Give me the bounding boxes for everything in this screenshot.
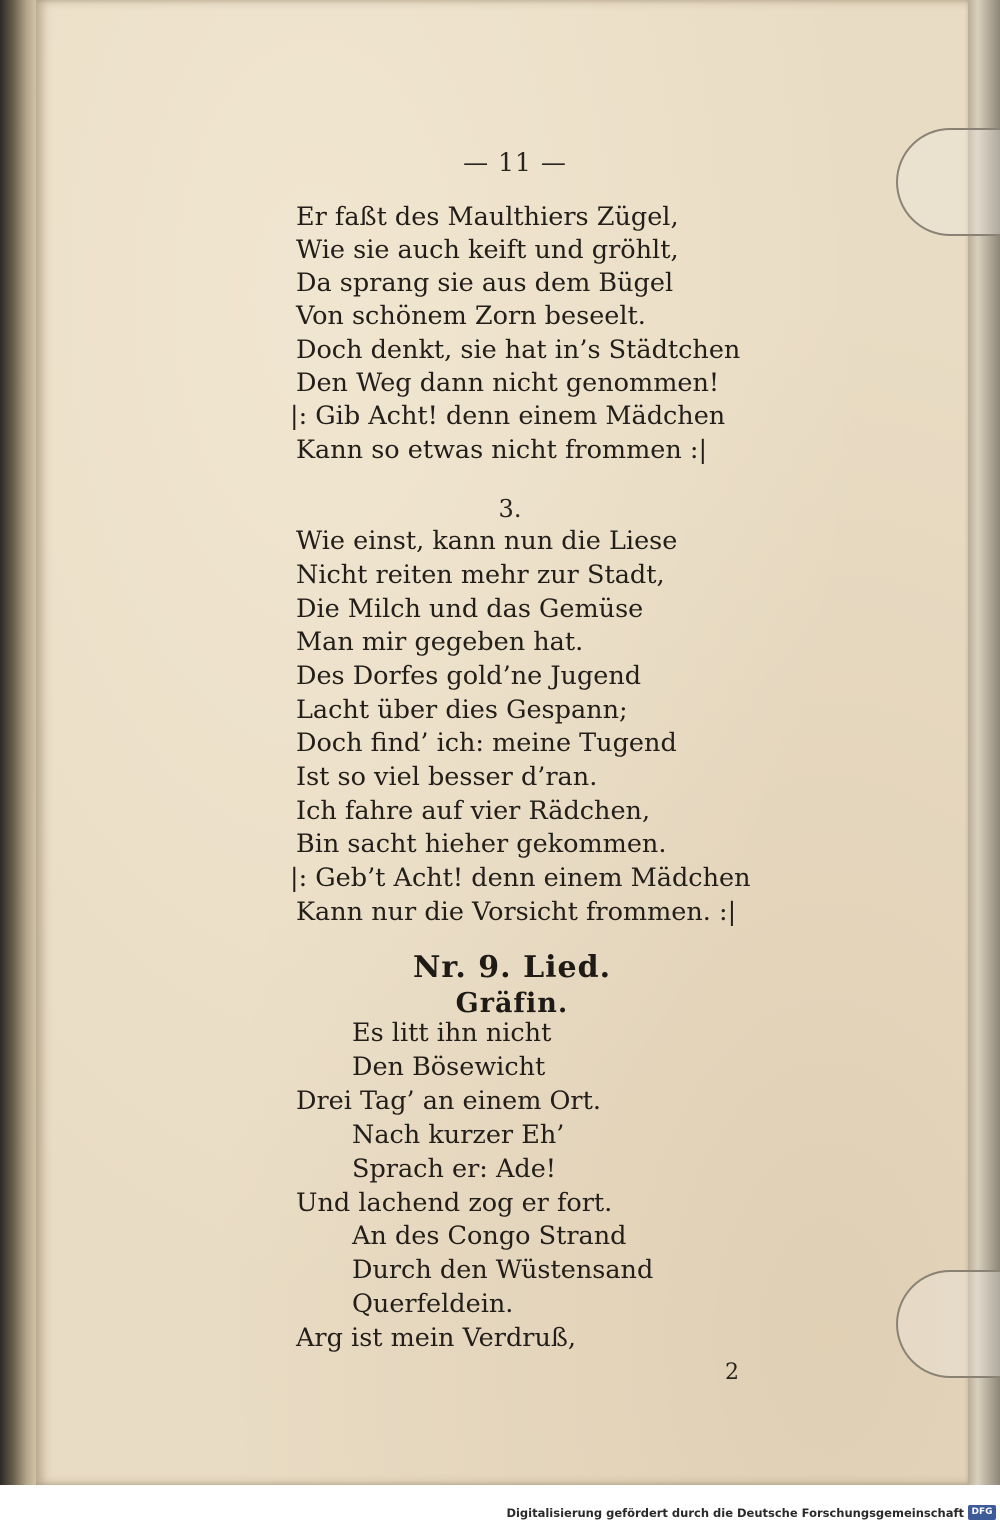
verse-line: Den Weg dann nicht genommen! [296,368,720,398]
verse-line: Nach kurzer Eh’ [352,1120,565,1150]
verse-line: Da sprang sie aus dem Bügel [296,268,674,298]
page-number-header: — 11 — [463,148,567,177]
verse-line: Kann nur die Vorsicht frommen. :| [296,897,737,927]
verse-line: Von schönem Zorn beseelt. [296,301,646,331]
page-clip-bottom [896,1270,1000,1378]
verse-line: An des Congo Strand [352,1221,627,1251]
song-subtitle: Gräfin. [455,988,569,1019]
verse-line: Des Dorfes gold’ne Jugend [296,661,642,691]
verse-line: Wie sie auch keift und gröhlt, [296,235,679,265]
verse-line: Doch find’ ich: meine Tugend [296,728,677,758]
signature-mark: 2 [725,1360,739,1385]
verse-line: Und lachend zog er fort. [296,1188,613,1218]
verse-line: Man mir gegeben hat. [296,627,584,657]
verse-line: Sprach er: Ade! [352,1154,557,1184]
song-title: Nr. 9. Lied. [412,950,612,985]
verse-line: Ist so viel besser d’ran. [296,762,598,792]
verse-line: Doch denkt, sie hat in’s Städtchen [296,335,741,365]
verse-line: Ich fahre auf vier Rädchen, [296,796,651,826]
verse-line: Bin sacht hieher gekommen. [296,829,667,859]
verse-line: Es litt ihn nicht [352,1018,552,1048]
verse-line: Er faßt des Maulthiers Zügel, [296,202,679,232]
stanza-number: 3. [498,495,522,523]
verse-line: Nicht reiten mehr zur Stadt, [296,560,665,590]
footer-text: Digitalisierung gefördert durch die Deutsche Forschungsgemeinschaft [506,1506,964,1520]
verse-line: Querfeldein. [352,1289,514,1319]
verse-line: Arg ist mein Verdruß, [296,1323,577,1353]
page-clip-top [896,128,1000,236]
book-spine [0,0,38,1485]
verse-line: |: Geb’t Acht! denn einem Mädchen [290,863,751,893]
verse-line: Die Milch und das Gemüse [296,594,644,624]
verse-line: Durch den Wüstensand [352,1255,654,1285]
verse-line: Lacht über dies Gespann; [296,695,628,725]
verse-line: Wie einst, kann nun die Liese [296,526,678,556]
verse-line: Den Bösewicht [352,1052,546,1082]
verse-line: Drei Tag’ an einem Ort. [296,1086,601,1116]
verse-line: |: Gib Acht! denn einem Mädchen [290,401,726,431]
verse-line: Kann so etwas nicht frommen :| [296,435,708,465]
dfg-logo-icon: DFG [968,1505,996,1520]
